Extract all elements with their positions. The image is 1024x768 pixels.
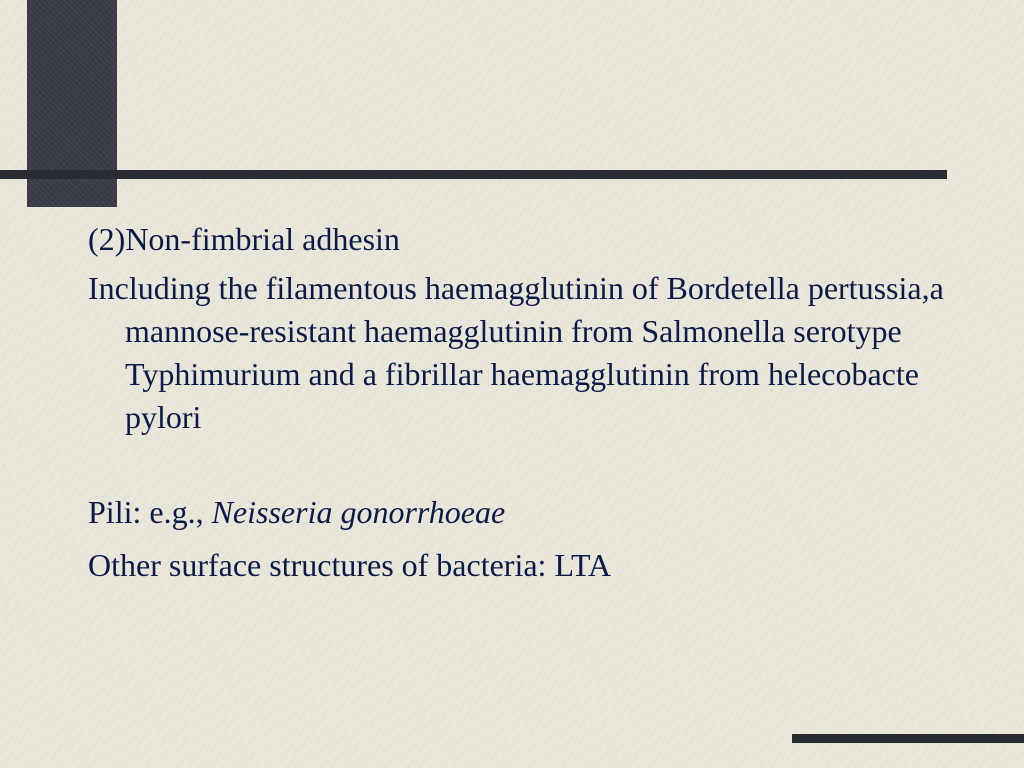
body-paragraph: Including the filamentous haemagglutinin of Bordetella pertussia,a mannose-resistant haemagglutinin from Salmonella serotype Typhimurium and a fibrillar haemagglutinin from helecobacte pylori	[88, 270, 944, 435]
heading-line: (2)Non-fimbrial adhesin	[88, 221, 400, 257]
spacer	[88, 439, 988, 491]
pili-example: Neisseria gonorrhoeae	[211, 494, 506, 530]
slide-content	[88, 218, 988, 587]
bottom-divider-line	[792, 734, 1024, 743]
pili-line	[88, 491, 988, 534]
top-divider-line	[0, 170, 947, 179]
pili-prefix: Pili: e.g.,	[88, 494, 212, 530]
other-structures-line: Other surface structures of bacteria: LTA	[88, 547, 612, 583]
